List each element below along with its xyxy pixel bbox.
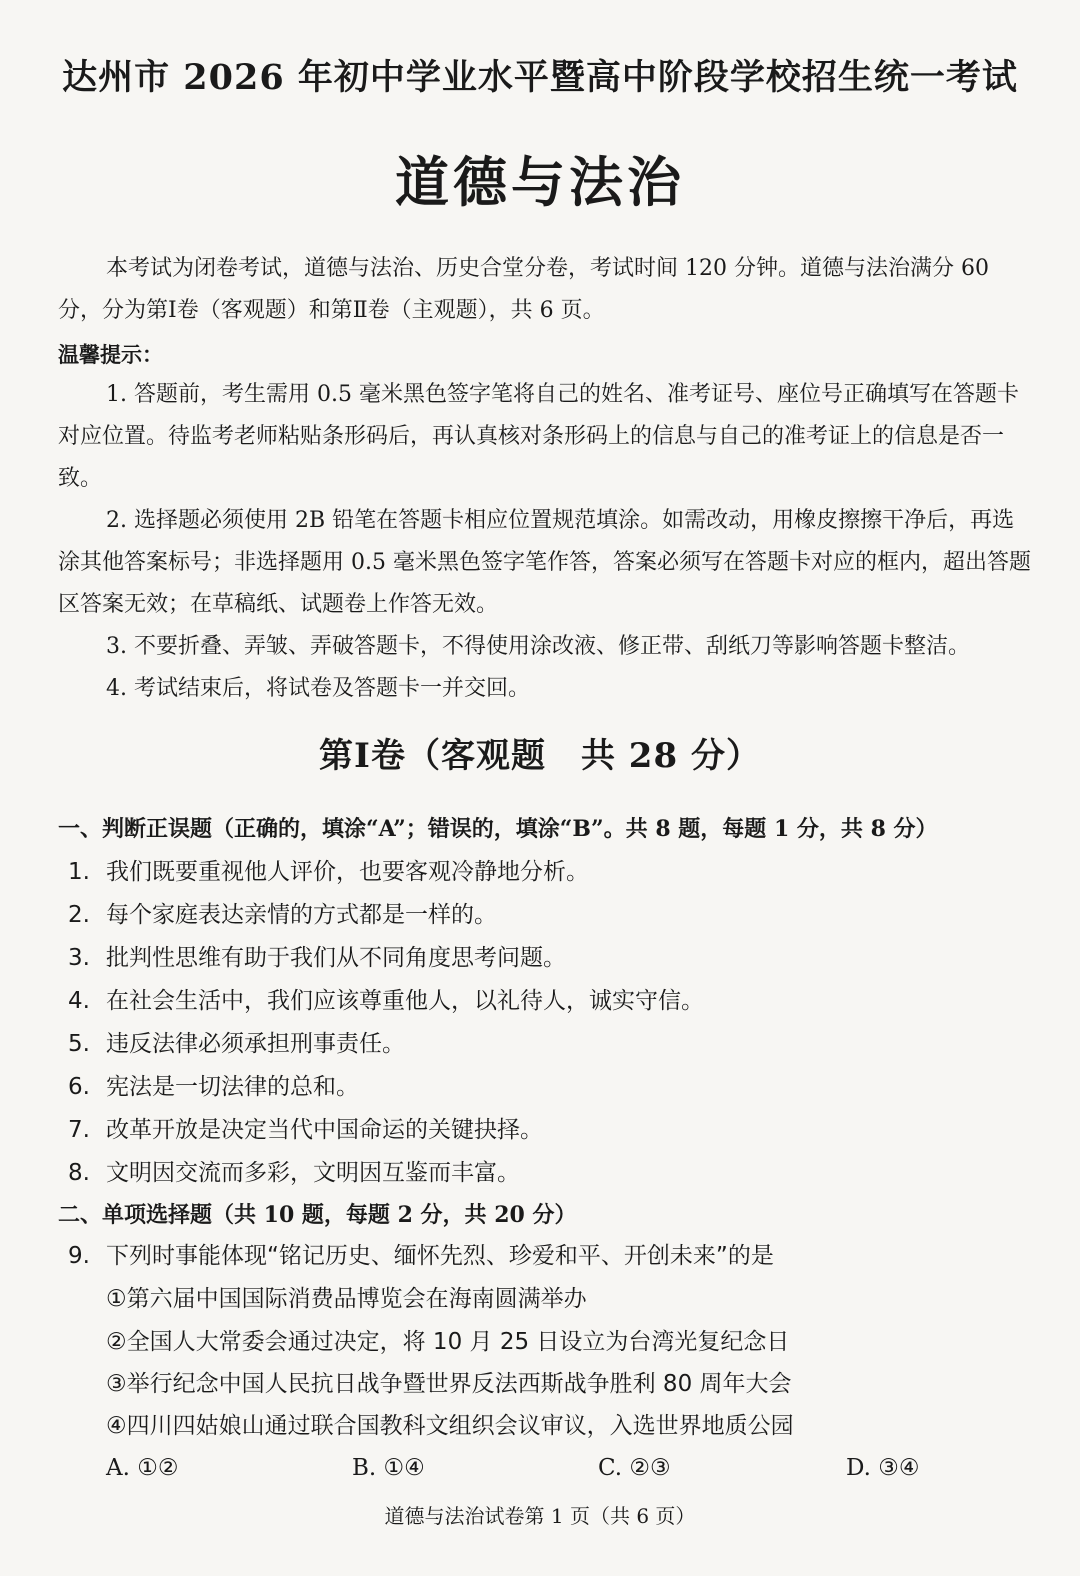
question-item [68,1235,774,1277]
question-item [68,980,704,1022]
question-text: 违反法律必须承担刑事责任。 [106,1031,405,1057]
question-text: 宪法是一切法律的总和。 [106,1074,359,1100]
page-footer: 道德与法治试卷第 1 页（共 6 页） [384,1504,696,1528]
question-number: 4. [68,988,90,1014]
tip-item-3: 3. 不要折叠、弄皱、弄破答题卡，不得使用涂改液、修正带、刮纸刀等影响答题卡整洁。 [106,634,970,659]
question-number: 9. [68,1243,90,1269]
question-number: 7. [68,1117,90,1143]
choice-d: D. ③④ [846,1455,920,1481]
statement-item: ①第六届中国国际消费品博览会在海南圆满举办 [106,1286,587,1312]
question-text: 改革开放是决定当代中国命运的关键抉择。 [106,1117,543,1143]
question-text: 批判性思维有助于我们从不同角度思考问题。 [106,945,566,971]
choice-a: A. ①② [106,1455,179,1481]
question-item [68,851,589,893]
section-heading-true-false: 一、判断正误题（正确的，填涂“A”；错误的，填涂“B”。共 8 题，每题 1 分，共 8 分） [58,816,938,842]
question-number: 8. [68,1160,90,1186]
section-heading-single-choice: 二、单项选择题（共 10 题，每题 2 分，共 20 分） [58,1202,577,1228]
volume-title: 第Ⅰ卷（客观题 共 28 分） [319,736,761,776]
tips-heading: 温馨提示： [58,342,163,367]
intro-paragraph: 本考试为闭卷考试，道德与法治、历史合堂分卷，考试时间 120 分钟。道德与法治满分 60 分，分为第Ⅰ卷（客观题）和第Ⅱ卷（主观题），共 6 页。 [58,256,989,323]
question-item [68,937,566,979]
question-text: 在社会生活中，我们应该尊重他人，以礼待人，诚实守信。 [106,988,704,1014]
question-number: 2. [68,902,90,928]
question-number: 5. [68,1031,90,1057]
choice-c: C. ②③ [598,1455,671,1481]
question-item [68,1023,405,1065]
exam-title: 达州市 2026 年初中学业水平暨高中阶段学校招生统一考试 [62,57,1018,98]
question-item [68,1152,520,1194]
question-stem: 下列时事能体现“铭记历史、缅怀先烈、珍爱和平、开创未来”的是 [106,1243,774,1269]
question-text: 文明因交流而多彩，文明因互鉴而丰富。 [106,1160,520,1186]
choice-b: B. ①④ [352,1455,425,1481]
question-number: 1. [68,859,90,885]
statement-item: ④四川四姑娘山通过联合国教科文组织会议审议，入选世界地质公园 [106,1413,794,1439]
question-item [68,1109,543,1151]
question-number: 6. [68,1074,90,1100]
question-item [68,894,497,936]
tip-item-4: 4. 考试结束后，将试卷及答题卡一并交回。 [106,676,530,701]
tip-item-2: 2. 选择题必须使用 2B 铅笔在答题卡相应位置规范填涂。如需改动，用橡皮擦擦干净后，再选涂其他答案标号；非选择题用 0.5 毫米黑色签字笔作答，答案必须写在答题卡对应的框内，超出答题区答案无效；在草稿纸、试题卷上作答无效。 [58,508,1031,617]
question-text: 我们既要重视他人评价，也要客观冷静地分析。 [106,859,589,885]
question-item [68,1066,359,1108]
statement-item: ②全国人大常委会通过决定，将 10 月 25 日设立为台湾光复纪念日 [106,1329,790,1355]
tip-item-1: 1. 答题前，考生需用 0.5 毫米黑色签字笔将自己的姓名、准考证号、座位号正确填写在答题卡对应位置。待监考老师粘贴条形码后，再认真核对条形码上的信息与自己的准考证上的信息是否一致。 [58,382,1019,491]
statement-item: ③举行纪念中国人民抗日战争暨世界反法西斯战争胜利 80 周年大会 [106,1371,792,1397]
question-text: 每个家庭表达亲情的方式都是一样的。 [106,902,497,928]
question-number: 3. [68,945,90,971]
subject-title: 道德与法治 [395,150,685,214]
